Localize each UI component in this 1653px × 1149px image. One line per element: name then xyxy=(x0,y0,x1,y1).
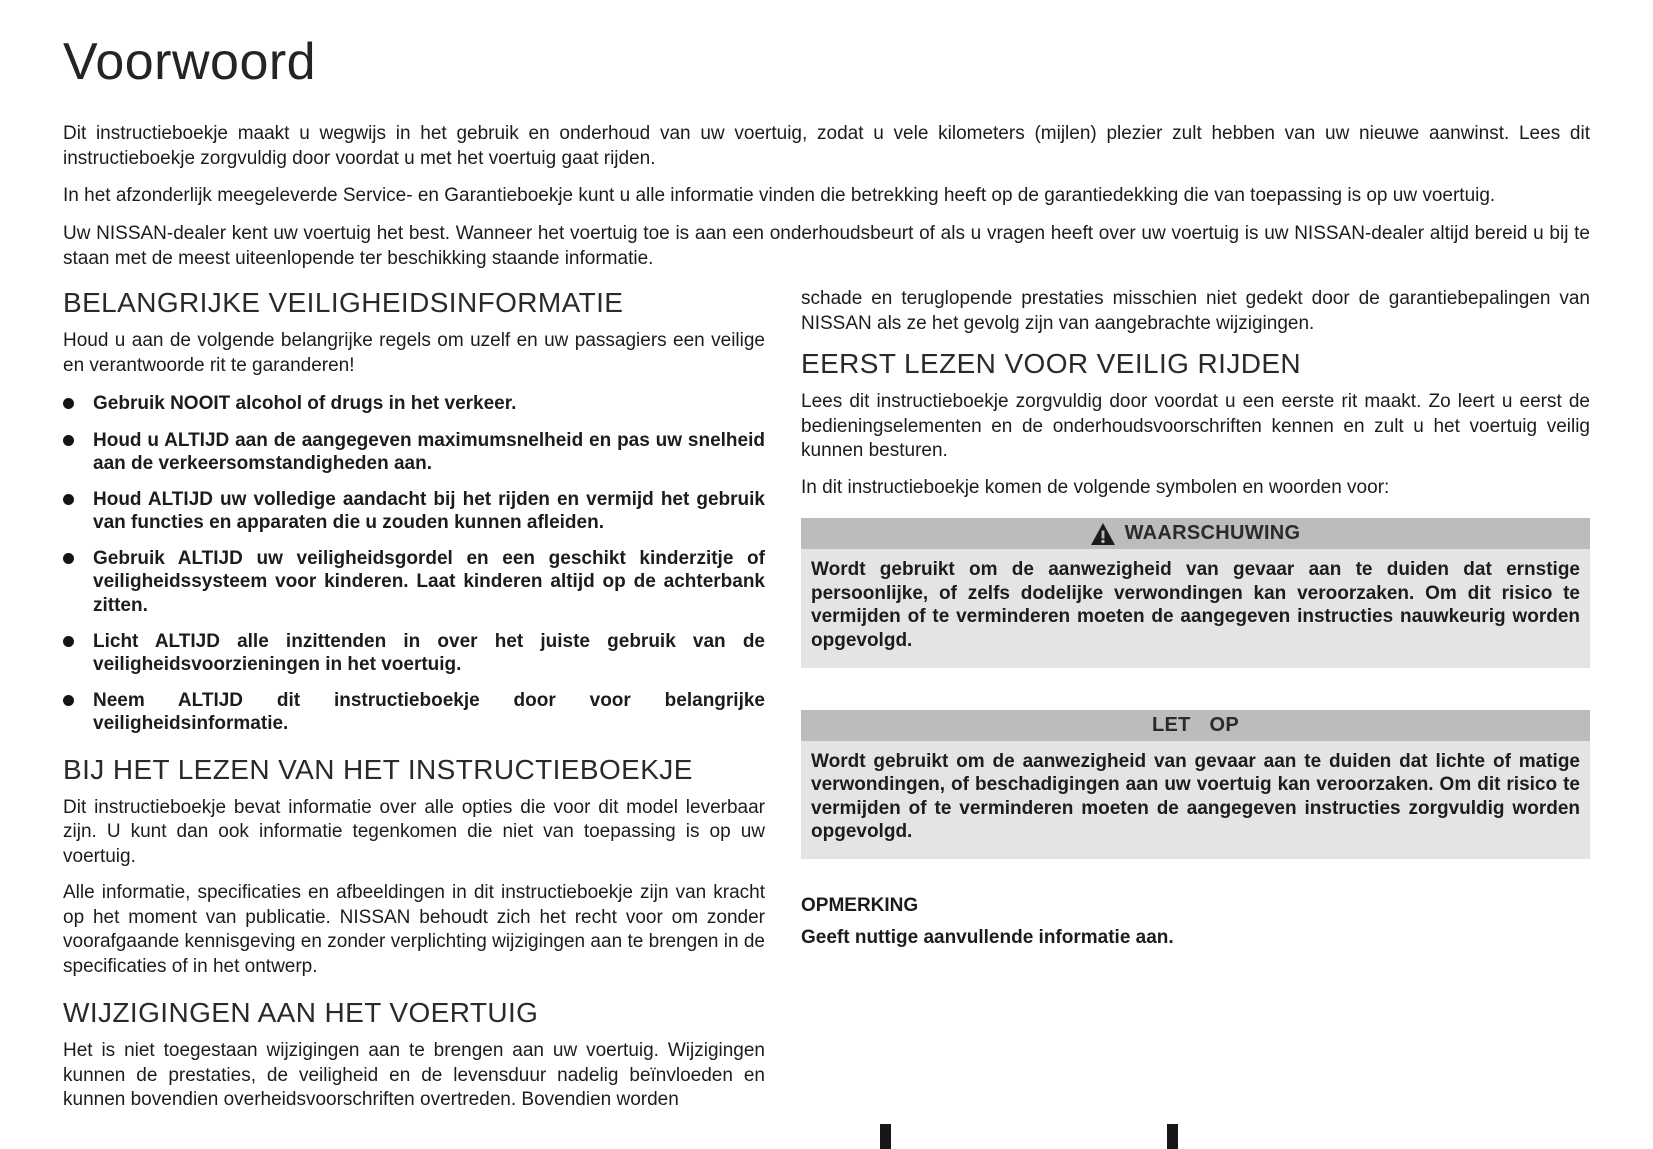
list-item xyxy=(63,429,765,475)
page-title: Voorwoord xyxy=(63,33,317,91)
note-section xyxy=(801,895,1590,949)
bullet-icon xyxy=(63,398,74,409)
bullet-icon xyxy=(63,553,74,564)
reading-paragraph: Alle informatie, specificaties en afbeeldingen in dit instructieboekje zijn van kracht op het moment van publicatie. NISSAN behoudt zich het recht voor om zonder voorafgaande kennisgeving en zonder verplichting wijzigingen aan te brengen in de specificaties of in het ontwerp. xyxy=(63,882,765,977)
note-label: OPMERKING xyxy=(801,895,919,917)
bullet-text: Houd ALTIJD uw volledige aandacht bij het rijden en vermijd het gebruik van functies en apparaten die u zouden kunnen afleiden. xyxy=(93,488,765,534)
warning-box xyxy=(801,518,1590,667)
safety-bullet-list xyxy=(63,392,765,735)
list-item xyxy=(63,392,765,415)
note-text: Geeft nuttige aanvullende informatie aan. xyxy=(801,927,1174,949)
bullet-icon xyxy=(63,435,74,446)
caution-box-title: LET OP xyxy=(1151,713,1240,736)
warning-triangle-icon xyxy=(1091,523,1115,545)
left-column xyxy=(63,287,765,1124)
heading-vehicle-modifications: WIJZIGINGEN AAN HET VOERTUIG xyxy=(63,997,539,1028)
bullet-text: Licht ALTIJD alle inzittenden in over het juiste gebruik van de veiligheidsvoorzieningen in het voertuig. xyxy=(93,630,765,675)
bullet-icon xyxy=(63,636,74,647)
modifications-paragraph: Het is niet toegestaan wijzigingen aan te brengen aan uw voertuig. Wijzigingen kunnen de prestaties, de veiligheid en de levensduur nadelig beïnvloeden en kunnen bovendien overheidsvoorschriften overtreden. Bovendien worden xyxy=(63,1040,765,1110)
list-item xyxy=(63,689,765,735)
safety-lead-paragraph: Houd u aan de volgende belangrijke regels om uzelf en uw passagiers een veilige en verantwoorde rit te garanderen! xyxy=(63,330,765,376)
modifications-continued-paragraph: schade en teruglopende prestaties misschien niet gedekt door de garantiebepalingen van NISSAN als ze het gevolg zijn van aangebrachte wijzigingen. xyxy=(801,288,1590,334)
intro-paragraph: In het afzonderlijk meegeleverde Service- en Garantieboekje kunt u alle informatie vinden die betrekking heeft op de garantiedekking die van toepassing is op uw voertuig. xyxy=(63,185,1496,207)
bullet-icon xyxy=(63,695,74,706)
intro-section xyxy=(63,122,1590,271)
warning-box-title: WAARSCHUWING xyxy=(1124,522,1301,545)
read-first-paragraph: In dit instructieboekje komen de volgende symbolen en woorden voor: xyxy=(801,476,1390,498)
two-column-layout xyxy=(63,287,1590,1124)
heading-read-first: EERST LEZEN VOOR VEILIG RIJDEN xyxy=(801,348,1302,380)
page-edge-mark xyxy=(1167,1124,1178,1149)
caution-box-body: Wordt gebruikt om de aanwezigheid van gevaar aan te duiden dat lichte of matige verwondingen, of beschadigingen aan uw voertuig kan veroorzaken. Om dit risico te vermijden of te verminderen moeten de aangegeven instructies zorgvuldig worden opgevolgd. xyxy=(801,741,1590,859)
intro-paragraph: Uw NISSAN-dealer kent uw voertuig het best. Wanneer het voertuig toe is aan een onderhoudsbeurt of als u vragen heeft over uw voertuig is uw NISSAN-dealer altijd bereid u bij te staan met de meest uiteenlopende ter beschikking staande informatie. xyxy=(63,223,1590,269)
bullet-icon xyxy=(63,494,74,505)
bullet-text: Gebruik NOOIT alcohol of drugs in het verkeer. xyxy=(93,393,517,415)
heading-safety-info: BELANGRIJKE VEILIGHEIDSINFORMATIE xyxy=(63,287,624,319)
bullet-text: Neem ALTIJD dit instructieboekje door voor belangrijke veiligheidsinformatie. xyxy=(93,690,765,735)
intro-paragraph: Dit instructieboekje maakt u wegwijs in het gebruik en onderhoud van uw voertuig, zodat u vele kilometers (mijlen) plezier zult hebben van uw nieuwe aanwinst. Lees dit instructieboekje zorgvuldig door voordat u met het voertuig gaat rijden. xyxy=(63,123,1590,169)
page-edge-mark xyxy=(880,1124,891,1149)
warning-box-header xyxy=(801,518,1590,549)
bullet-text: Gebruik ALTIJD uw veiligheidsgordel en een geschikt kinderzitje of veiligheidssysteem voor kinderen. Laat kinderen altijd op de achterbank zitten. xyxy=(93,548,765,616)
caution-box-header xyxy=(801,710,1590,741)
list-item xyxy=(63,630,765,676)
bullet-text: Houd u ALTIJD aan de aangegeven maximumsnelheid en pas uw snelheid aan de verkeersomstandigheden aan. xyxy=(93,429,765,474)
right-column xyxy=(801,287,1590,1124)
list-item xyxy=(63,547,765,617)
heading-reading-manual: BIJ HET LEZEN VAN HET INSTRUCTIEBOEKJE xyxy=(63,753,693,785)
read-first-paragraph: Lees dit instructieboekje zorgvuldig door voordat u een eerste rit maakt. Zo leert u eerst de bedieningselementen en de onderhoudsvoorschriften kennen en zult u het voertuig veilig kunnen besturen. xyxy=(801,391,1590,462)
warning-box-body: Wordt gebruikt om de aanwezigheid van gevaar aan te duiden dat ernstige persoonlijke, of zelfs dodelijke verwondingen kan veroorzaken. Om dit risico te vermijden of te verminderen moeten de aangegeven instructies nauwkeurig worden opgevolgd. xyxy=(801,549,1590,667)
reading-paragraph: Dit instructieboekje bevat informatie over alle opties die voor dit model leverbaar zijn. U kunt dan ook informatie tegenkomen die niet van toepassing is op uw voertuig. xyxy=(63,796,765,867)
caution-box xyxy=(801,710,1590,859)
list-item xyxy=(63,488,765,534)
